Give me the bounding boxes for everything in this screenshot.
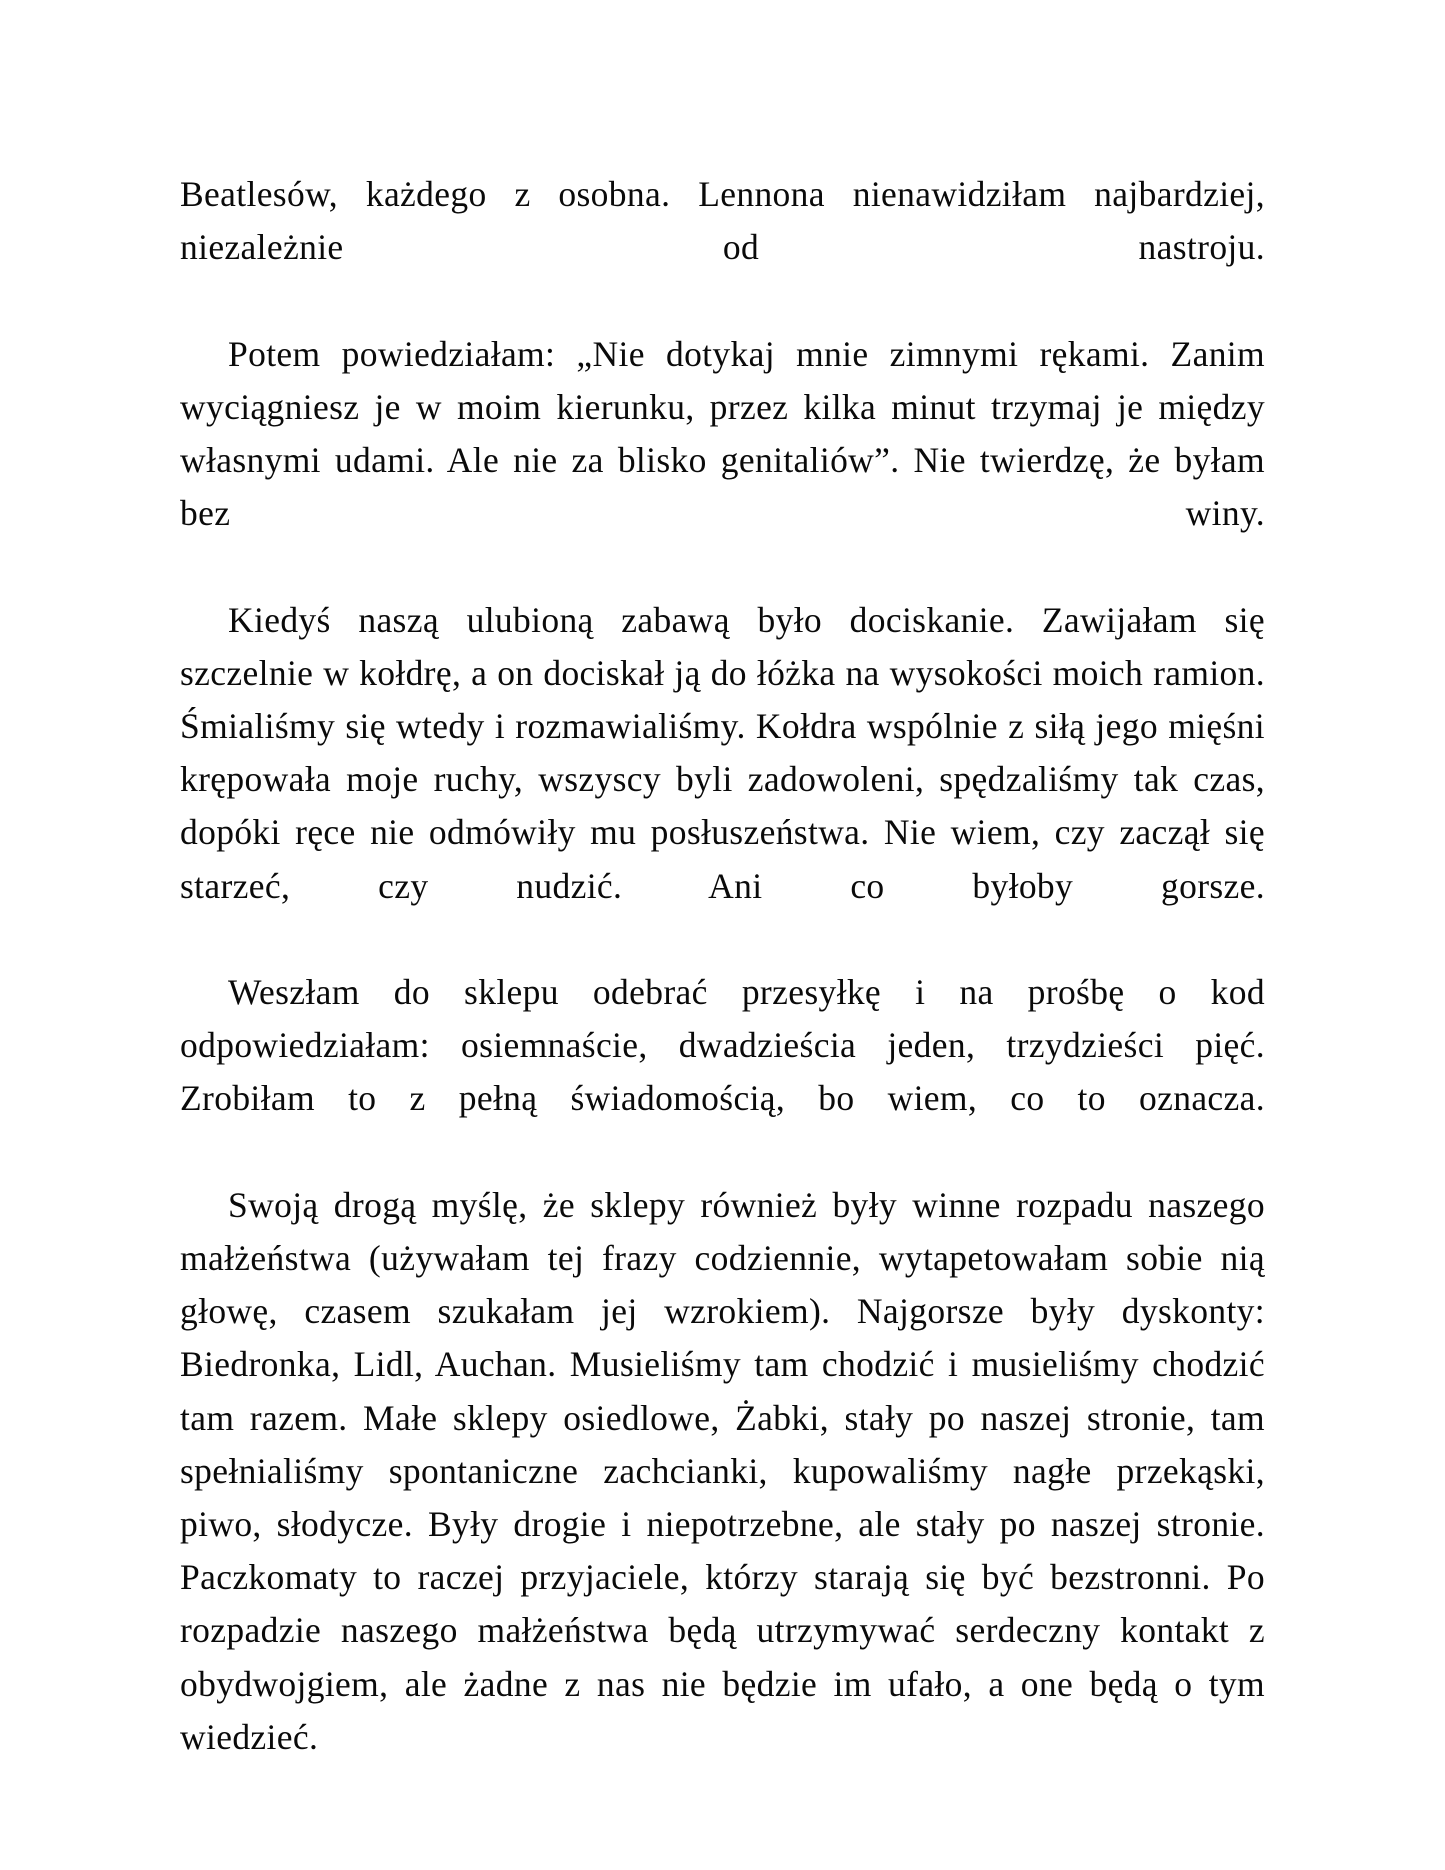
paragraph-2: Potem powiedziałam: „Nie dotykaj mnie zimnymi rękami. Zanim wyciągniesz je w moim kierunku, przez kilka minut trzymaj je między własnymi udami. Ale nie za blisko genitaliów”. Nie twierdzę, że byłam bez winy.: [180, 333, 1265, 534]
paragraph-5: Swoją drogą myślę, że sklepy również były winne rozpadu naszego małżeństwa (używałam tej frazy codziennie, wytapetowałam sobie nią głowę, czasem szukałam jej wzrokiem). Najgorsze były dyskonty: Biedronka, Lidl, Auchan. Musieliśmy tam chodzić i musieliśmy chodzić tam razem. Małe sklepy osiedlowe, Żabki, stały po naszej stronie, tam spełnialiśmy spontaniczne zachcianki, kupowaliśmy nagłe przekąski, piwo, słodycze. Były drogie i niepotrzebne, ale stały po naszej stronie. Paczkomaty to raczej przyjaciele, którzy starają się być bezstronni. Po rozpadzie naszego małżeństwa będą utrzymywać serdeczny kontakt z obydwojgiem, ale żadne z nas nie będzie im ufało, a one będą o tym wiedzieć.: [180, 1184, 1265, 1757]
paragraph-1: Beatlesów, każdego z osobna. Lennona nienawidziłam najbardziej, niezależnie od nastroju.: [180, 174, 1265, 268]
paragraph-4: Weszłam do sklepu odebrać przesyłkę i na prośbę o kod odpowiedziałam: osiemnaście, dwadzieścia jeden, trzydzieści pięć. Zrobiłam to z pełną świadomością, bo wiem, co to oznacza.: [180, 972, 1265, 1119]
page-text-block: [180, 168, 1265, 1817]
paragraph-3: Kiedyś naszą ulubioną zabawą było dociskanie. Zawijałam się szczelnie w kołdrę, a on dociskał ją do łóżka na wysokości moich ramion. Śmialiśmy się wtedy i rozmawialiśmy. Kołdra wspólnie z siłą jego mięśni krępowała moje ruchy, wszyscy byli zadowoleni, spędzaliśmy tak czas, dopóki ręce nie odmówiły mu posłuszeństwa. Nie wiem, czy zaczął się starzeć, czy nudzić. Ani co byłoby gorsze.: [180, 599, 1265, 906]
